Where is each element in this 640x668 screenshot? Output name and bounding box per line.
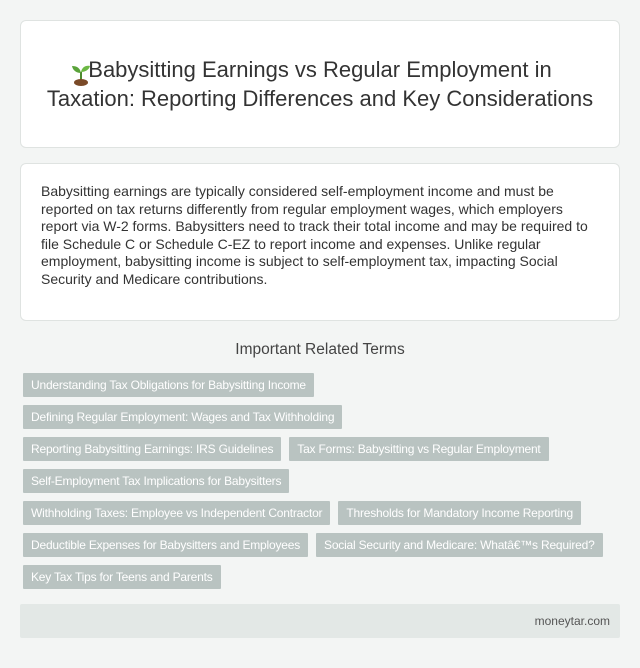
term-tag[interactable]: Understanding Tax Obligations for Babysitting Income xyxy=(23,373,314,397)
term-row xyxy=(23,533,623,565)
term-tag[interactable]: Tax Forms: Babysitting vs Regular Employment xyxy=(289,437,548,461)
title-wrap xyxy=(40,55,600,113)
term-row xyxy=(23,405,623,437)
footer-site[interactable]: moneytar.com xyxy=(534,614,610,628)
term-tag[interactable]: Reporting Babysitting Earnings: IRS Guidelines xyxy=(23,437,281,461)
term-tag[interactable]: Deductible Expenses for Babysitters and Employees xyxy=(23,533,308,557)
footer xyxy=(20,604,620,638)
term-tag[interactable]: Defining Regular Employment: Wages and Tax Withholding xyxy=(23,405,342,429)
title-card xyxy=(20,20,620,148)
term-row xyxy=(23,469,623,501)
related-terms-heading: Important Related Terms xyxy=(235,341,405,358)
page-title: Babysitting Earnings vs Regular Employment in Taxation: Reporting Differences and Key Considerations xyxy=(46,57,594,111)
term-tag[interactable]: Self-Employment Tax Implications for Babysitters xyxy=(23,469,289,493)
related-terms-list xyxy=(23,373,623,597)
term-row xyxy=(23,565,623,597)
term-row xyxy=(23,501,623,533)
summary-card xyxy=(20,163,620,321)
term-row xyxy=(23,437,623,469)
term-tag[interactable]: Social Security and Medicare: Whatâ€™s Required? xyxy=(316,533,603,557)
sprout-icon xyxy=(68,61,94,87)
term-row xyxy=(23,373,623,405)
term-tag[interactable]: Key Tax Tips for Teens and Parents xyxy=(23,565,221,589)
term-tag[interactable]: Thresholds for Mandatory Income Reporting xyxy=(338,501,581,525)
summary-text: Babysitting earnings are typically considered self-employment income and must be reported on tax returns differently from regular employment wages, which employers report via W-2 forms. Babysitters need to track their total income and may be required to file Schedule C or Schedule C-EZ to report income and expenses. Unlike regular employment, babysitting income is subject to self-employment tax, impacting Social Security and Medicare contributions. xyxy=(41,183,588,287)
term-tag[interactable]: Withholding Taxes: Employee vs Independent Contractor xyxy=(23,501,330,525)
